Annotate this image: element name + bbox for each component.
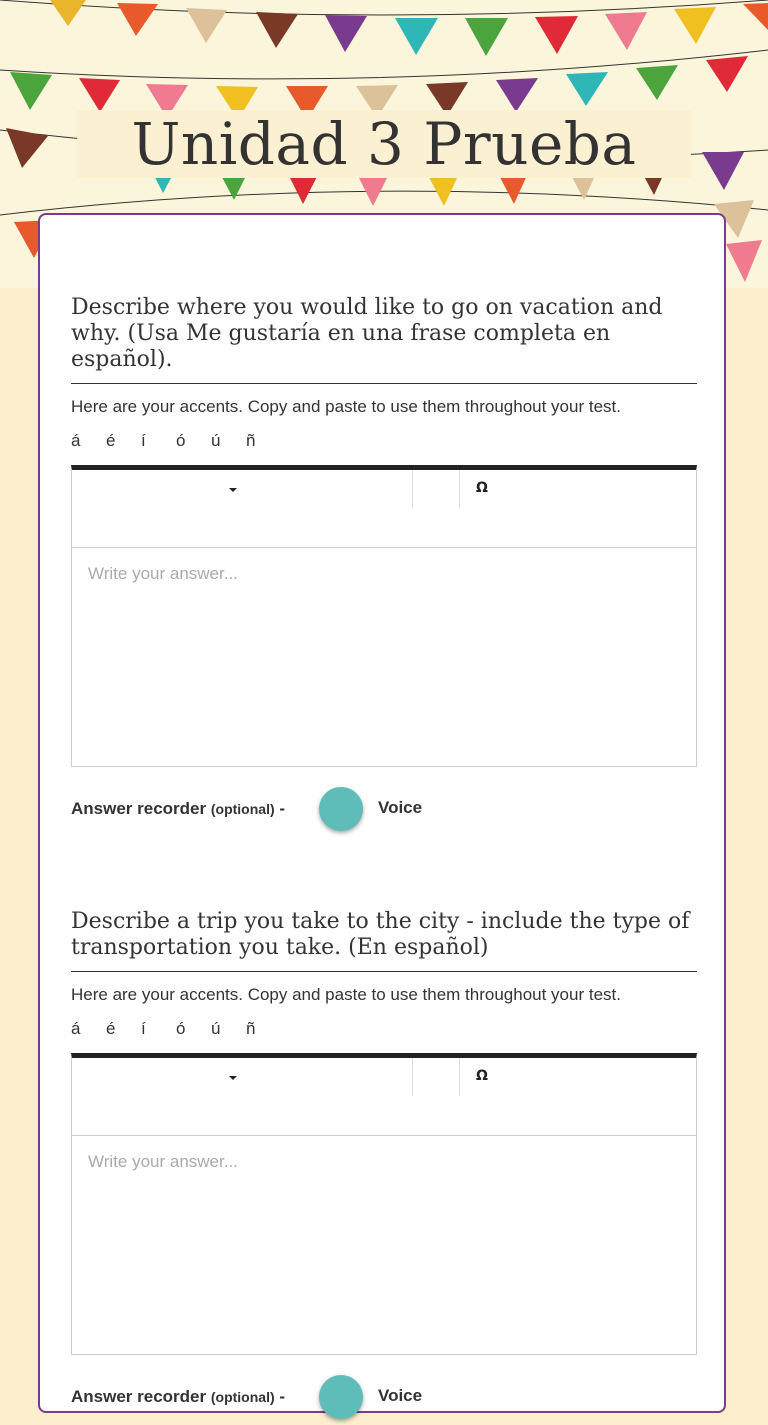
worksheet-card (38, 213, 726, 1413)
recorder-dash: - (279, 1387, 286, 1406)
accent-list (71, 1019, 697, 1039)
answer-recorder (71, 787, 697, 837)
caret-down-icon (229, 1076, 237, 1080)
voice-label: Voice (378, 1386, 423, 1405)
format-dropdown[interactable] (72, 470, 413, 508)
question-1 (71, 295, 697, 837)
accent-instructions: Here are your accents. Copy and paste to use them throughout your test. (71, 397, 621, 416)
question-title: Describe where you would like to go on vacation and why. (Usa Me gustaría en una frase completa en español). (71, 295, 697, 384)
accent-instructions: Here are your accents. Copy and paste to use them throughout your test. (71, 985, 621, 1004)
answer-textarea[interactable]: Write your answer... (88, 1152, 238, 1171)
accent-char[interactable]: é (106, 1019, 116, 1038)
accent-char[interactable]: í (141, 1019, 146, 1038)
record-voice-button[interactable] (319, 1375, 363, 1419)
answer-textarea[interactable]: Write your answer... (88, 564, 238, 583)
special-character-icon[interactable]: Ω (476, 1068, 488, 1084)
special-character-icon[interactable]: Ω (476, 480, 488, 496)
accent-char[interactable]: ú (211, 431, 221, 450)
title-box (77, 110, 691, 178)
rich-text-editor (71, 1053, 697, 1355)
toolbar-button[interactable] (413, 1058, 460, 1096)
record-voice-button[interactable] (319, 787, 363, 831)
accent-char[interactable]: ú (211, 1019, 221, 1038)
recorder-label-text: Answer recorder (71, 799, 207, 818)
toolbar-button[interactable] (413, 470, 460, 508)
voice-label: Voice (378, 798, 423, 817)
question-title: Describe a trip you take to the city - include the type of transportation you take. (En español) (71, 909, 697, 972)
question-2 (71, 909, 697, 1425)
format-dropdown[interactable] (72, 1058, 413, 1096)
caret-down-icon (229, 488, 237, 492)
accent-char[interactable]: é (106, 431, 116, 450)
accent-char[interactable]: á (71, 431, 81, 450)
recorder-optional: (optional) (210, 1389, 275, 1405)
recorder-label-text: Answer recorder (71, 1387, 207, 1406)
page-title: Unidad 3 Prueba (131, 110, 637, 178)
recorder-label (71, 799, 285, 819)
recorder-optional: (optional) (210, 801, 275, 817)
accent-char[interactable]: ó (176, 1019, 186, 1038)
accent-char[interactable]: ó (176, 431, 186, 450)
editor-toolbar (72, 1058, 696, 1136)
accent-char[interactable]: á (71, 1019, 81, 1038)
accent-char[interactable]: í (141, 431, 146, 450)
recorder-dash: - (279, 799, 286, 818)
editor-toolbar (72, 470, 696, 548)
accent-list (71, 431, 697, 451)
recorder-label (71, 1387, 285, 1407)
accent-char[interactable]: ñ (246, 1019, 256, 1038)
accent-char[interactable]: ñ (246, 431, 256, 450)
rich-text-editor (71, 465, 697, 767)
answer-recorder (71, 1375, 697, 1425)
